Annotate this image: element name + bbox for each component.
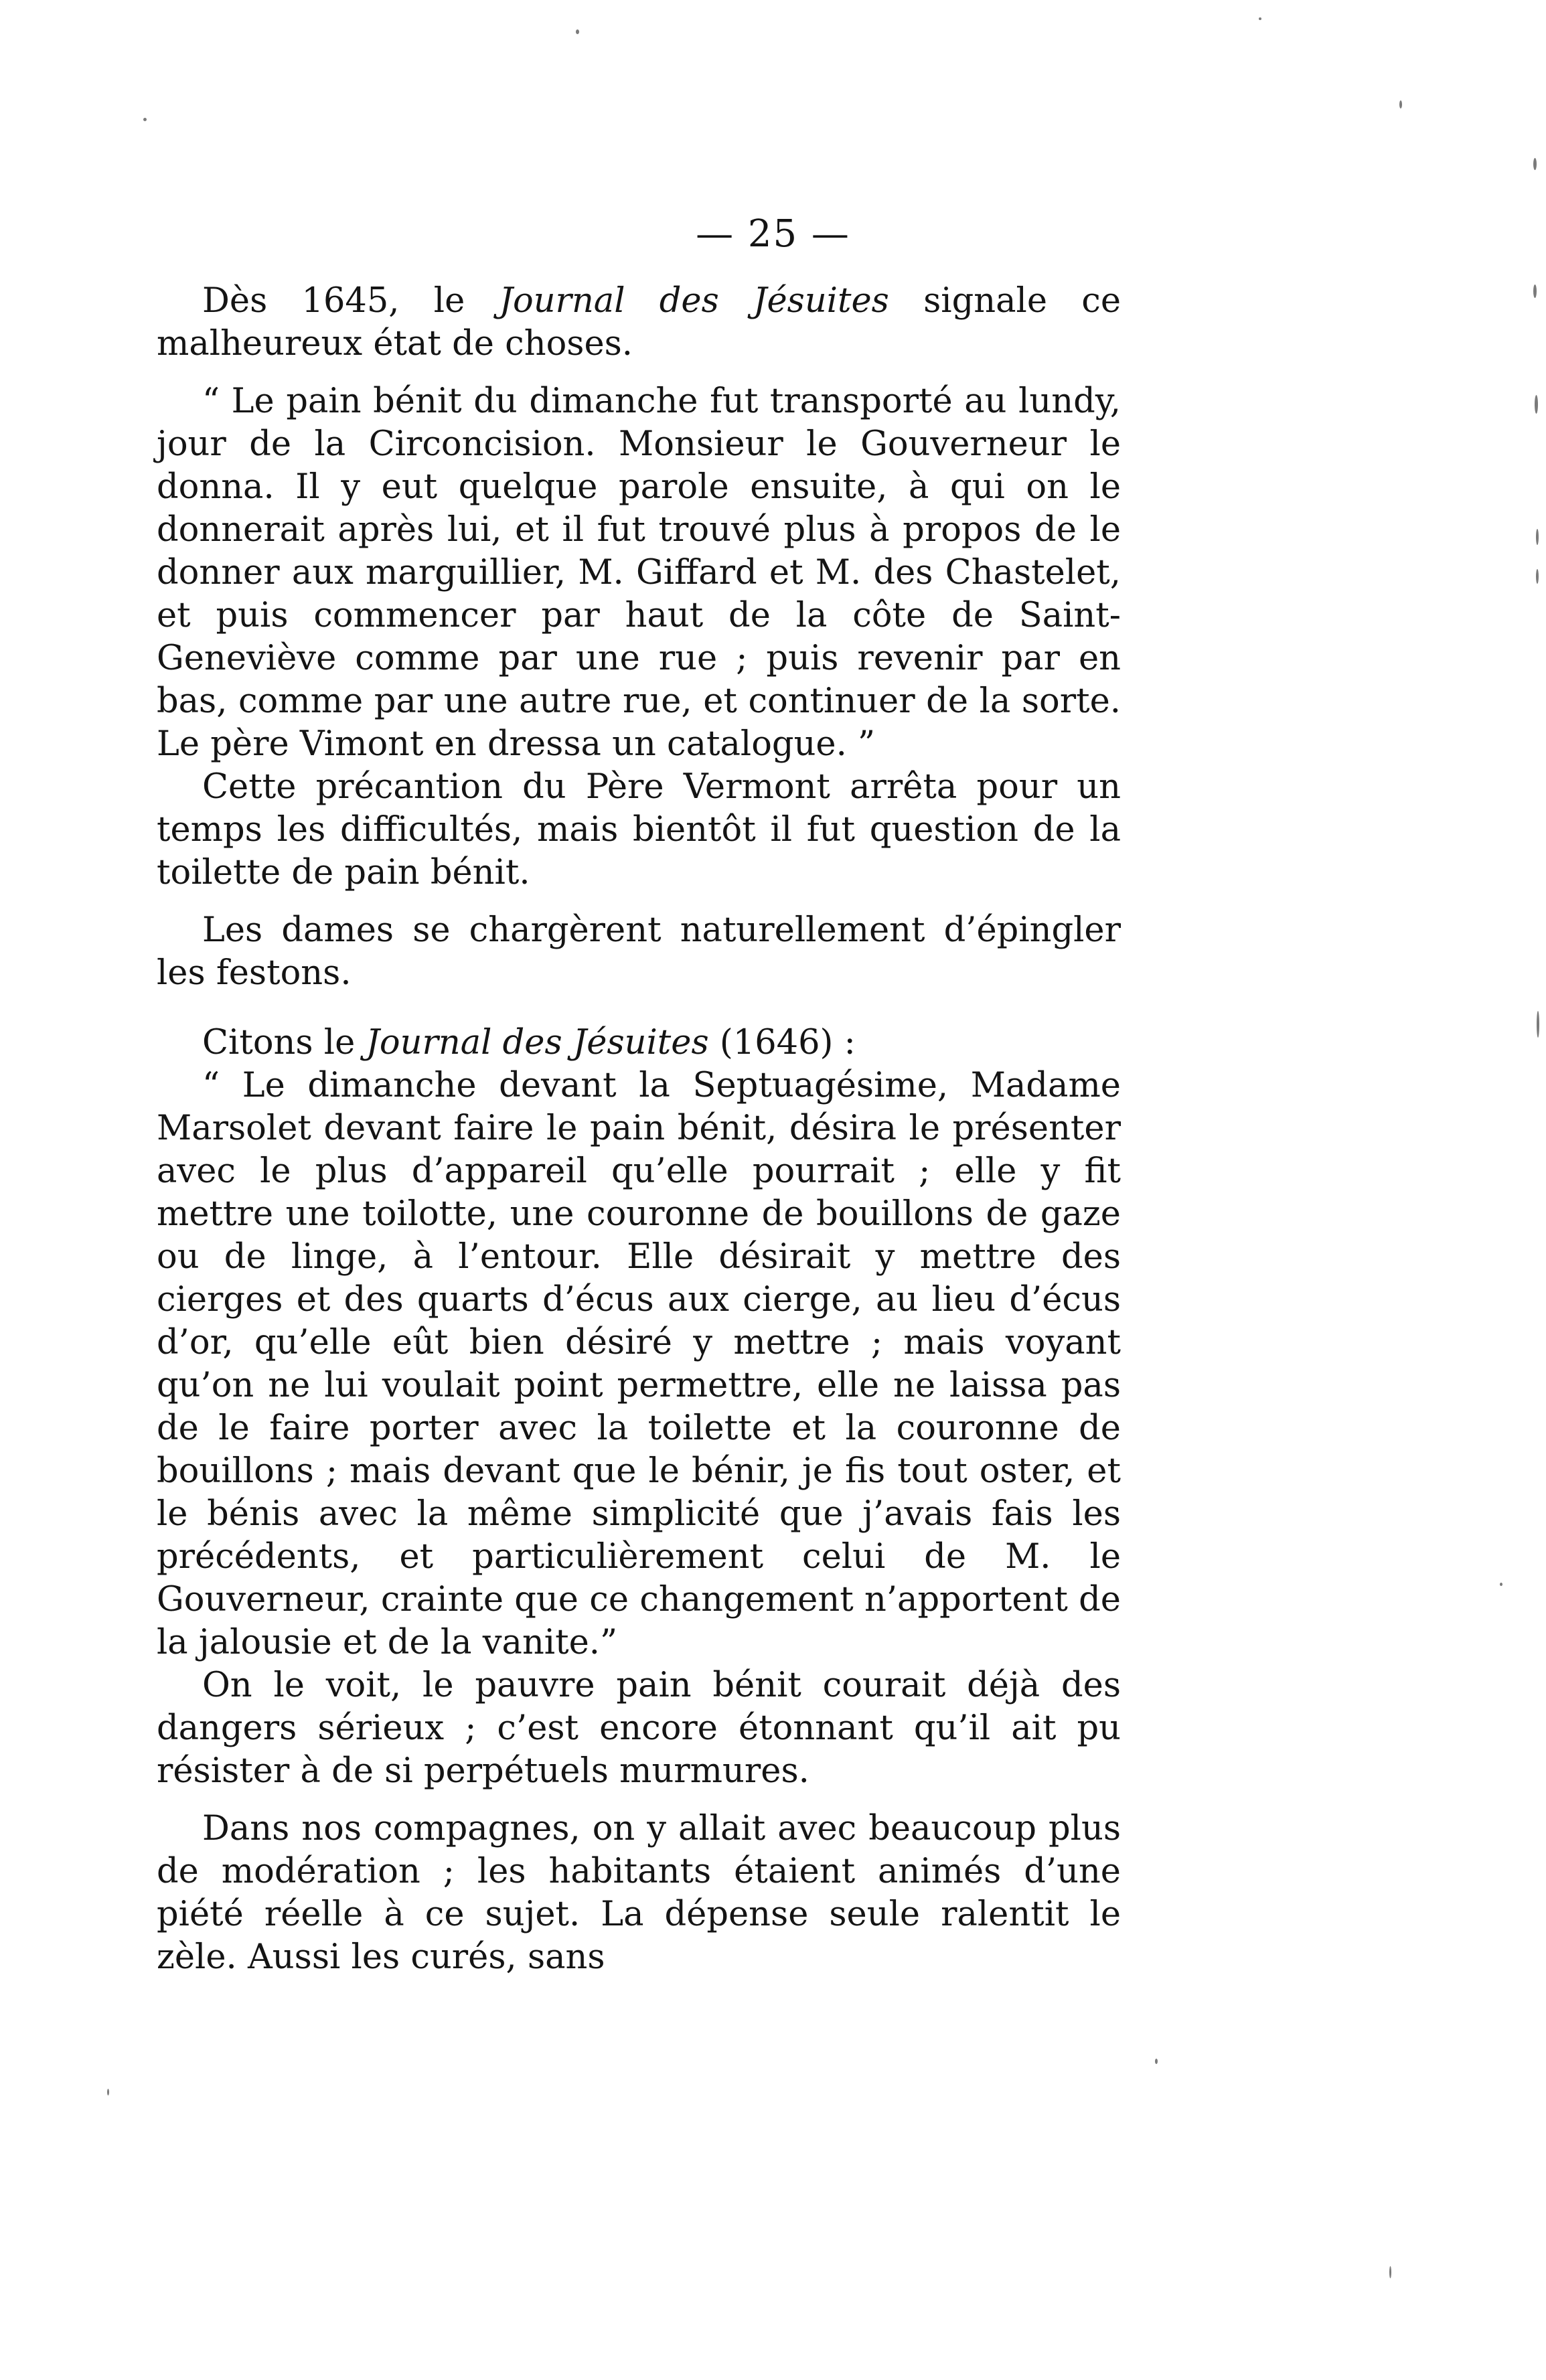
scan-speck: [107, 2089, 109, 2095]
paragraph-text: Cette précantion du Père Vermont arrêta pour un temps les difficultés, mais bientôt il fut question de la toilette de pain bénit.: [157, 767, 1121, 892]
paragraph-text: On le voit, le pauvre pain bénit courait déjà des dangers sérieux ; c’est encore étonnant qu’il ait pu résister à de si perpétuels murmures.: [157, 1666, 1121, 1791]
paragraph: [157, 766, 1121, 894]
scan-speck: [1537, 1011, 1539, 1038]
scan-speck: [1259, 17, 1261, 20]
quotation-paragraph: [157, 1064, 1121, 1664]
page-number: — 25 —: [696, 212, 850, 256]
paragraph: [157, 909, 1121, 995]
paragraph-text: “ Le pain bénit du dimanche fut transporté au lundy, jour de la Circoncision. Monsieur le Gouverneur le donna. Il y eut quelque parole ensuite, à qui on le donnerait après lui, et il fut trouvé plus à propos de le donner aux marguillier, M. Giffard et M. des Chastelet, et puis commencer par haut de la côte de Saint-Geneviève comme par une rue ; puis revenir par en bas, comme par une autre rue, et continuer de la sorte. Le père Vimont en dressa un catalogue. ”: [157, 382, 1121, 764]
scan-speck: [1155, 2059, 1158, 2064]
paragraph: [157, 1022, 1121, 1064]
journal-title: Journal des Jésuites: [366, 1023, 709, 1062]
scan-speck: [1535, 395, 1538, 414]
paragraph-text: (1646) :: [708, 1023, 856, 1062]
scan-speck: [1536, 529, 1539, 545]
quotation-paragraph: [157, 380, 1121, 766]
paragraph-text: Dans nos compagnes, on y allait avec beaucoup plus de modération ; les habitants étaient animés d’une piété réelle à ce sujet. La dépense seule ralentit le zèle. Aussi les curés, sans: [157, 1809, 1121, 1977]
paragraph-text: Citons le: [202, 1023, 366, 1062]
paragraph: [157, 1664, 1121, 1793]
body-text: [157, 280, 1121, 1979]
paragraph-text: signale ce malheureux état de choses.: [157, 281, 1122, 364]
paragraph: [157, 1808, 1121, 1979]
scan-speck: [1536, 569, 1539, 584]
scan-speck: [1533, 158, 1537, 170]
scan-speck: [576, 29, 579, 34]
paragraph: [157, 280, 1121, 366]
scan-speck: [143, 118, 147, 121]
scan-speck: [1389, 2266, 1391, 2278]
scan-speck: [1533, 285, 1537, 298]
scan-speck: [1399, 100, 1402, 108]
paragraph-text: Dès 1645, le: [202, 281, 499, 321]
paragraph-text: “ Le dimanche devant la Septuagésime, Madame Marsolet devant faire le pain bénit, désira le présenter avec le plus d’appareil qu’elle pourrait ; elle y fit mettre une toilotte, une couronne de bouillons de gaze ou de linge, à l’entour. Elle désirait y mettre des cierges et des quarts d’écus aux cierge, au lieu d’écus d’or, qu’elle eût bien désiré y mettre ; mais voyant qu’on ne lui voulait point permettre, elle ne laissa pas de le faire porter avec la toilette et la couronne de bouillons ; mais devant que le bénir, je fis tout oster, et le bénis avec la même simplicité que j’avais fais les précédents, et particulièrement celui de M. le Gouverneur, crainte que ce changement n’apportent de la jalousie et de la vanite.”: [157, 1066, 1121, 1662]
paragraph-text: Les dames se chargèrent naturellement d’épingler les festons.: [157, 910, 1121, 993]
scan-speck: [1500, 1583, 1502, 1586]
journal-title: Journal des Jésuites: [499, 281, 889, 321]
